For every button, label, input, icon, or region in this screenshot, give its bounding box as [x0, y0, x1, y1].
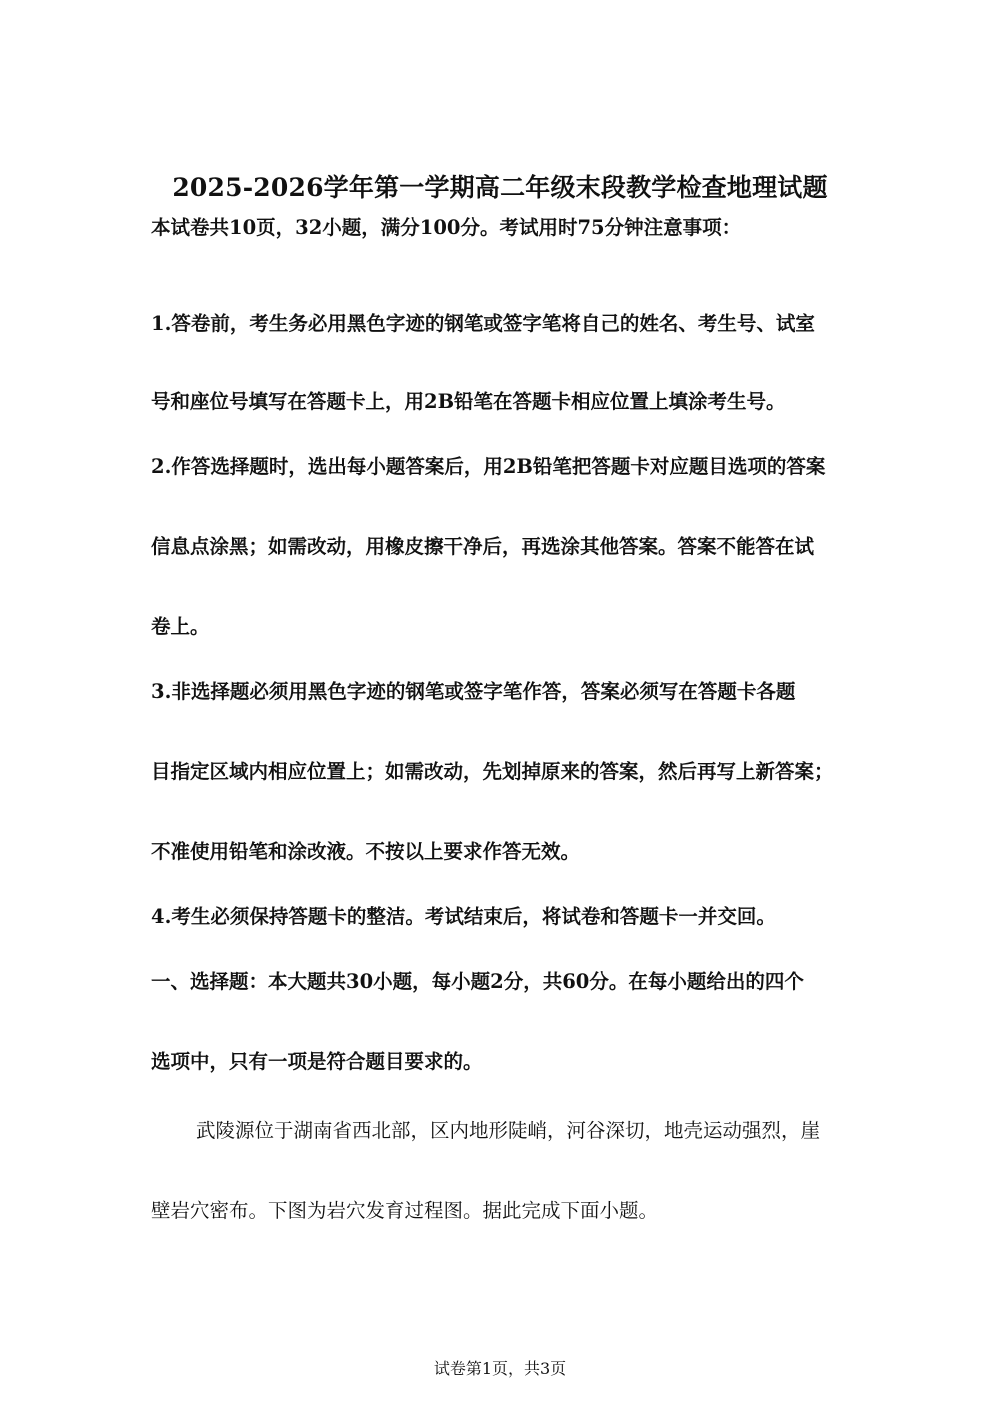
- section-heading-line-2: 选项中，只有一项是符合题目要求的。: [151, 1050, 483, 1073]
- note-3-line-1: 3.非选择题必须用黑色字迹的钢笔或签字笔作答，答案必须写在答题卡各题: [151, 680, 796, 703]
- note-2-line-1: 2.作答选择题时，选出每小题答案后，用2B铅笔把答题卡对应题目选项的答案: [151, 455, 826, 478]
- note-2-line-3: 卷上。: [151, 615, 210, 638]
- section-heading-line-1: 一、选择题：本大题共30小题，每小题2分，共60分。在每小题给出的四个: [151, 970, 804, 993]
- note-3-line-2: 目指定区域内相应位置上；如需改动，先划掉原来的答案，然后再写上新答案；: [151, 760, 834, 783]
- note-2-line-2: 信息点涂黑；如需改动，用橡皮擦干净后，再选涂其他答案。答案不能答在试: [151, 535, 815, 558]
- exam-intro: 本试卷共10页，32小题，满分100分。考试用时75分钟注意事项：: [151, 216, 742, 239]
- passage-line-2: 壁岩穴密布。下图为岩穴发育过程图。据此完成下面小题。: [151, 1199, 659, 1222]
- note-3-line-3: 不准使用铅笔和涂改液。不按以上要求作答无效。: [151, 840, 581, 863]
- page-title: 2025-2026学年第一学期高二年级末段教学检查地理试题: [172, 173, 828, 202]
- page-footer: 试卷第1页，共3页: [433, 1359, 567, 1378]
- note-1-line-2: 号和座位号填写在答题卡上，用2B铅笔在答题卡相应位置上填涂考生号。: [151, 390, 786, 413]
- note-4-line-1: 4.考生必须保持答题卡的整洁。考试结束后，将试卷和答题卡一并交回。: [151, 905, 776, 928]
- note-1-line-1: 1.答卷前，考生务必用黑色字迹的钢笔或签字笔将自己的姓名、考生号、试室: [151, 312, 815, 335]
- passage-line-1: 武陵源位于湖南省西北部，区内地形陡峭，河谷深切，地壳运动强烈，崖: [196, 1119, 821, 1142]
